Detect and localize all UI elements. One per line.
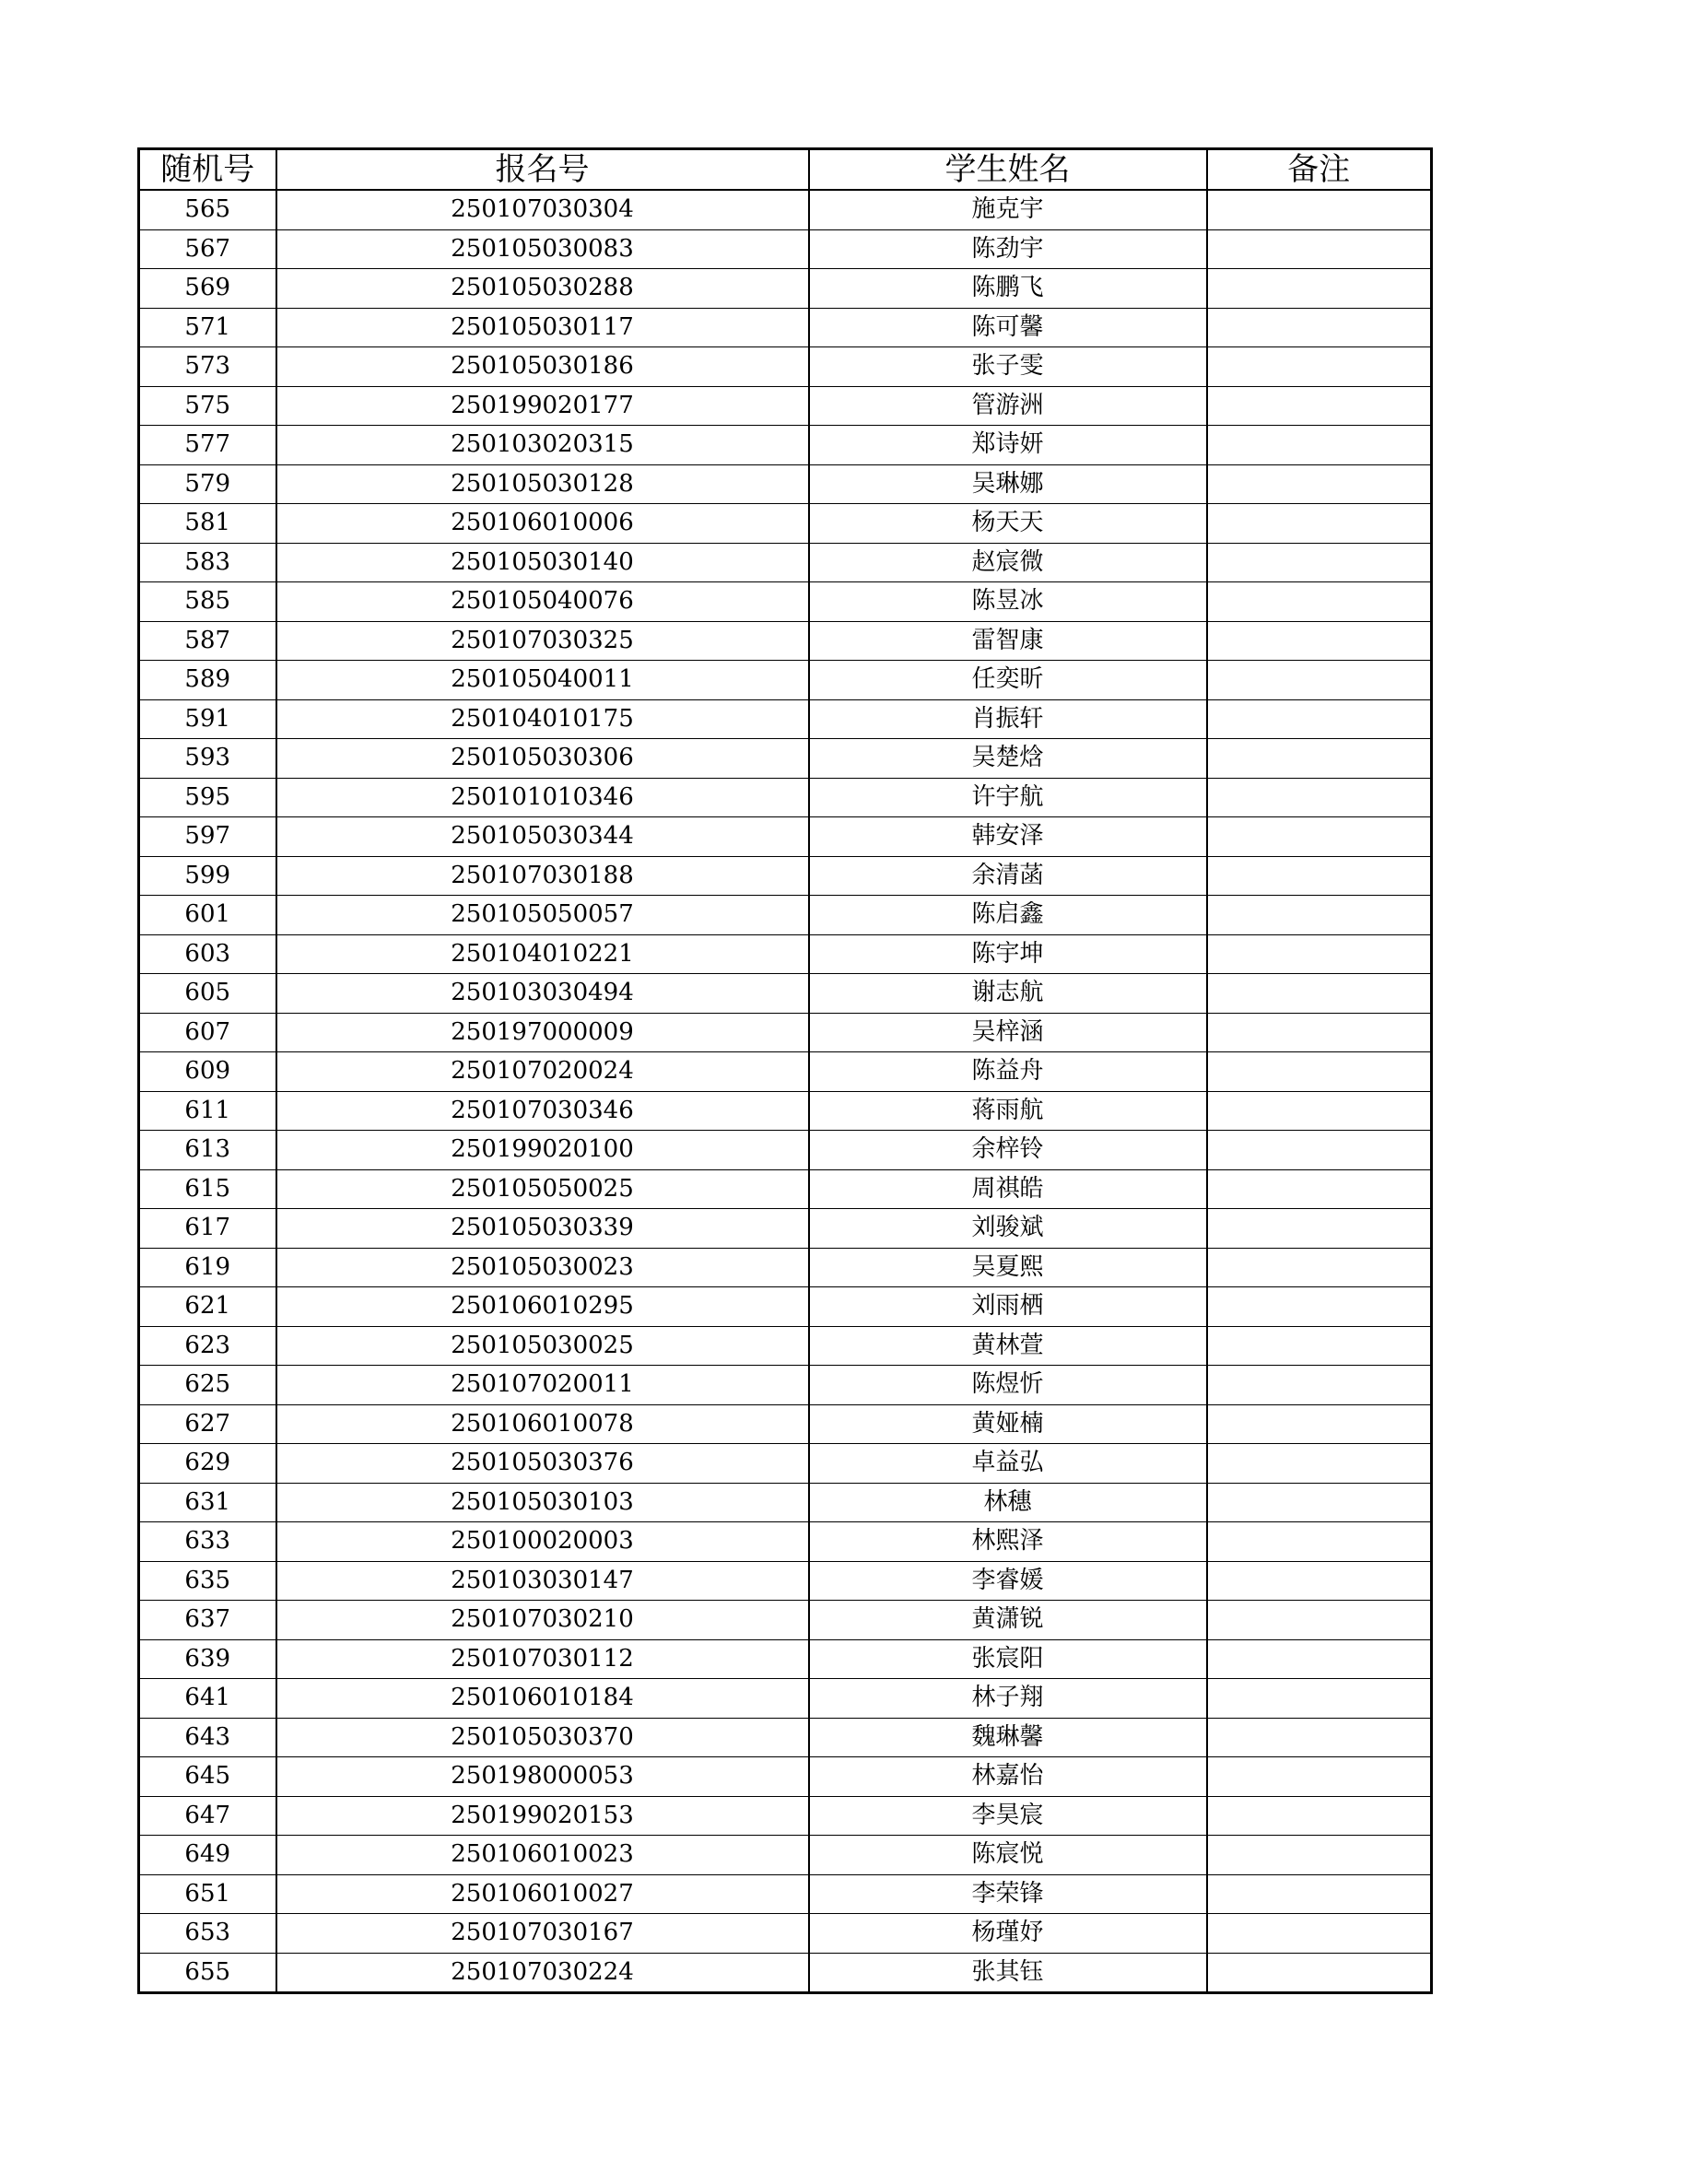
student-name-cell: 陈宸悦: [809, 1836, 1207, 1875]
remarks-cell: [1207, 934, 1432, 974]
student-name-cell: 黄潇锐: [809, 1601, 1207, 1640]
student-name-cell: 周祺皓: [809, 1169, 1207, 1209]
random-number-cell: 613: [139, 1131, 276, 1170]
student-name-cell: 魏琳馨: [809, 1718, 1207, 1757]
remarks-cell: [1207, 1914, 1432, 1954]
random-number-cell: 619: [139, 1248, 276, 1287]
student-name-cell: 刘骏斌: [809, 1209, 1207, 1249]
random-number-cell: 591: [139, 699, 276, 739]
table-row: [139, 661, 1432, 700]
header-remarks: 备注: [1207, 149, 1432, 191]
random-number-cell: 653: [139, 1914, 276, 1954]
table-row: [139, 1444, 1432, 1484]
table-row: [139, 308, 1432, 347]
random-number-cell: 565: [139, 190, 276, 229]
table-row: [139, 1639, 1432, 1679]
random-number-cell: 655: [139, 1953, 276, 1993]
remarks-cell: [1207, 1874, 1432, 1914]
student-name-cell: 雷智康: [809, 621, 1207, 661]
random-number-cell: 617: [139, 1209, 276, 1249]
registration-number-cell: 250103020315: [276, 426, 809, 465]
registration-number-cell: 250106010295: [276, 1287, 809, 1327]
table-row: [139, 269, 1432, 309]
student-name-cell: 许宇航: [809, 778, 1207, 817]
remarks-cell: [1207, 190, 1432, 229]
registration-number-cell: 250103030494: [276, 974, 809, 1014]
student-name-cell: 林熙泽: [809, 1522, 1207, 1562]
remarks-cell: [1207, 1326, 1432, 1366]
student-name-cell: 张其钰: [809, 1953, 1207, 1993]
table-row: [139, 1953, 1432, 1993]
table-row: [139, 504, 1432, 544]
table-row: [139, 464, 1432, 504]
remarks-cell: [1207, 778, 1432, 817]
remarks-cell: [1207, 739, 1432, 779]
random-number-cell: 621: [139, 1287, 276, 1327]
random-number-cell: 575: [139, 386, 276, 426]
random-number-cell: 567: [139, 229, 276, 269]
random-number-cell: 589: [139, 661, 276, 700]
table-row: [139, 1914, 1432, 1954]
registration-number-cell: 250105030025: [276, 1326, 809, 1366]
remarks-cell: [1207, 1639, 1432, 1679]
header-student-name: 学生姓名: [809, 149, 1207, 191]
student-name-cell: 吴梓涵: [809, 1013, 1207, 1052]
student-name-cell: 吴夏熙: [809, 1248, 1207, 1287]
remarks-cell: [1207, 1561, 1432, 1601]
table-row: [139, 1522, 1432, 1562]
random-number-cell: 585: [139, 582, 276, 622]
student-name-cell: 韩安泽: [809, 817, 1207, 857]
random-number-cell: 581: [139, 504, 276, 544]
registration-number-cell: 250105030344: [276, 817, 809, 857]
random-number-cell: 571: [139, 308, 276, 347]
random-number-cell: 649: [139, 1836, 276, 1875]
random-number-cell: 595: [139, 778, 276, 817]
random-number-cell: 597: [139, 817, 276, 857]
registration-number-cell: 250107030112: [276, 1639, 809, 1679]
student-name-cell: 林子翔: [809, 1679, 1207, 1719]
remarks-cell: [1207, 504, 1432, 544]
student-name-cell: 张子雯: [809, 347, 1207, 387]
table-row: [139, 1796, 1432, 1836]
student-list-sheet: [137, 147, 1433, 1994]
remarks-cell: [1207, 1131, 1432, 1170]
student-name-cell: 黄娅楠: [809, 1404, 1207, 1444]
registration-number-cell: 250107020011: [276, 1366, 809, 1405]
remarks-cell: [1207, 1444, 1432, 1484]
random-number-cell: 603: [139, 934, 276, 974]
table-row: [139, 426, 1432, 465]
table-row: [139, 621, 1432, 661]
remarks-cell: [1207, 974, 1432, 1014]
student-name-cell: 李睿媛: [809, 1561, 1207, 1601]
remarks-cell: [1207, 1601, 1432, 1640]
random-number-cell: 639: [139, 1639, 276, 1679]
remarks-cell: [1207, 1757, 1432, 1797]
registration-number-cell: 250105030083: [276, 229, 809, 269]
registration-number-cell: 250105040076: [276, 582, 809, 622]
random-number-cell: 605: [139, 974, 276, 1014]
remarks-cell: [1207, 1091, 1432, 1131]
table-row: [139, 229, 1432, 269]
table-row: [139, 190, 1432, 229]
table-row: [139, 1326, 1432, 1366]
student-name-cell: 郑诗妍: [809, 426, 1207, 465]
registration-number-cell: 250199020153: [276, 1796, 809, 1836]
remarks-cell: [1207, 269, 1432, 309]
registration-number-cell: 250100020003: [276, 1522, 809, 1562]
random-number-cell: 631: [139, 1483, 276, 1522]
registration-number-cell: 250105040011: [276, 661, 809, 700]
remarks-cell: [1207, 582, 1432, 622]
registration-number-cell: 250106010027: [276, 1874, 809, 1914]
registration-number-cell: 250105030117: [276, 308, 809, 347]
registration-number-cell: 250107030346: [276, 1091, 809, 1131]
registration-number-cell: 250105030023: [276, 1248, 809, 1287]
remarks-cell: [1207, 1052, 1432, 1092]
table-row: [139, 386, 1432, 426]
registration-number-cell: 250107030167: [276, 1914, 809, 1954]
random-number-cell: 641: [139, 1679, 276, 1719]
table-header-row: [139, 149, 1432, 191]
remarks-cell: [1207, 543, 1432, 582]
registration-number-cell: 250106010006: [276, 504, 809, 544]
remarks-cell: [1207, 1209, 1432, 1249]
registration-number-cell: 250106010078: [276, 1404, 809, 1444]
remarks-cell: [1207, 1013, 1432, 1052]
student-name-cell: 陈劲宇: [809, 229, 1207, 269]
student-name-cell: 吴楚焓: [809, 739, 1207, 779]
registration-number-cell: 250107030325: [276, 621, 809, 661]
remarks-cell: [1207, 1718, 1432, 1757]
header-random-number: 随机号: [139, 149, 276, 191]
remarks-cell: [1207, 1836, 1432, 1875]
table-row: [139, 934, 1432, 974]
table-row: [139, 582, 1432, 622]
student-name-cell: 李昊宸: [809, 1796, 1207, 1836]
table-row: [139, 543, 1432, 582]
remarks-cell: [1207, 1522, 1432, 1562]
table-body: [139, 190, 1432, 1993]
table-row: [139, 1404, 1432, 1444]
registration-number-cell: 250105030376: [276, 1444, 809, 1484]
registration-number-cell: 250199020100: [276, 1131, 809, 1170]
student-name-cell: 陈昱冰: [809, 582, 1207, 622]
random-number-cell: 601: [139, 896, 276, 935]
random-number-cell: 587: [139, 621, 276, 661]
registration-number-cell: 250103030147: [276, 1561, 809, 1601]
student-name-cell: 陈宇坤: [809, 934, 1207, 974]
registration-number-cell: 250105030339: [276, 1209, 809, 1249]
student-name-cell: 谢志航: [809, 974, 1207, 1014]
registration-number-cell: 250105050025: [276, 1169, 809, 1209]
header-registration-number: 报名号: [276, 149, 809, 191]
registration-number-cell: 250101010346: [276, 778, 809, 817]
registration-number-cell: 250105030103: [276, 1483, 809, 1522]
remarks-cell: [1207, 699, 1432, 739]
remarks-cell: [1207, 1679, 1432, 1719]
table-row: [139, 1757, 1432, 1797]
student-name-cell: 李荣锋: [809, 1874, 1207, 1914]
table-row: [139, 1209, 1432, 1249]
remarks-cell: [1207, 1248, 1432, 1287]
student-name-cell: 吴琳娜: [809, 464, 1207, 504]
table-row: [139, 817, 1432, 857]
registration-number-cell: 250107020024: [276, 1052, 809, 1092]
remarks-cell: [1207, 1366, 1432, 1405]
random-number-cell: 611: [139, 1091, 276, 1131]
registration-number-cell: 250107030188: [276, 856, 809, 896]
remarks-cell: [1207, 386, 1432, 426]
remarks-cell: [1207, 464, 1432, 504]
table-row: [139, 1052, 1432, 1092]
student-name-cell: 余清菡: [809, 856, 1207, 896]
table-row: [139, 347, 1432, 387]
table-row: [139, 1287, 1432, 1327]
table-row: [139, 1169, 1432, 1209]
student-name-cell: 陈启鑫: [809, 896, 1207, 935]
table-row: [139, 1248, 1432, 1287]
registration-number-cell: 250105030306: [276, 739, 809, 779]
table-row: [139, 1601, 1432, 1640]
random-number-cell: 577: [139, 426, 276, 465]
remarks-cell: [1207, 426, 1432, 465]
remarks-cell: [1207, 1169, 1432, 1209]
registration-number-cell: 250199020177: [276, 386, 809, 426]
student-name-cell: 杨天天: [809, 504, 1207, 544]
remarks-cell: [1207, 229, 1432, 269]
student-name-cell: 余梓铃: [809, 1131, 1207, 1170]
random-number-cell: 633: [139, 1522, 276, 1562]
random-number-cell: 579: [139, 464, 276, 504]
remarks-cell: [1207, 1953, 1432, 1993]
registration-number-cell: 250197000009: [276, 1013, 809, 1052]
random-number-cell: 635: [139, 1561, 276, 1601]
random-number-cell: 615: [139, 1169, 276, 1209]
remarks-cell: [1207, 1404, 1432, 1444]
registration-number-cell: 250107030224: [276, 1953, 809, 1993]
random-number-cell: 573: [139, 347, 276, 387]
registration-number-cell: 250106010023: [276, 1836, 809, 1875]
table-row: [139, 1131, 1432, 1170]
random-number-cell: 609: [139, 1052, 276, 1092]
registration-number-cell: 250105030128: [276, 464, 809, 504]
random-number-cell: 583: [139, 543, 276, 582]
registration-number-cell: 250105050057: [276, 896, 809, 935]
remarks-cell: [1207, 661, 1432, 700]
random-number-cell: 643: [139, 1718, 276, 1757]
table-row: [139, 778, 1432, 817]
student-name-cell: 肖振轩: [809, 699, 1207, 739]
random-number-cell: 627: [139, 1404, 276, 1444]
table-row: [139, 1836, 1432, 1875]
table-row: [139, 739, 1432, 779]
student-name-cell: 赵宸微: [809, 543, 1207, 582]
table-row: [139, 1718, 1432, 1757]
random-number-cell: 637: [139, 1601, 276, 1640]
student-name-cell: 陈可馨: [809, 308, 1207, 347]
student-name-cell: 陈煜忻: [809, 1366, 1207, 1405]
table-row: [139, 1561, 1432, 1601]
table-row: [139, 1679, 1432, 1719]
registration-number-cell: 250104010175: [276, 699, 809, 739]
random-number-cell: 623: [139, 1326, 276, 1366]
student-name-cell: 林嘉怡: [809, 1757, 1207, 1797]
remarks-cell: [1207, 347, 1432, 387]
remarks-cell: [1207, 1483, 1432, 1522]
table-row: [139, 1483, 1432, 1522]
student-name-cell: 蒋雨航: [809, 1091, 1207, 1131]
student-name-cell: 任奕昕: [809, 661, 1207, 700]
remarks-cell: [1207, 308, 1432, 347]
remarks-cell: [1207, 817, 1432, 857]
student-name-cell: 管游洲: [809, 386, 1207, 426]
student-name-cell: 黄林萱: [809, 1326, 1207, 1366]
random-number-cell: 625: [139, 1366, 276, 1405]
table-row: [139, 1091, 1432, 1131]
registration-number-cell: 250198000053: [276, 1757, 809, 1797]
remarks-cell: [1207, 621, 1432, 661]
registration-number-cell: 250104010221: [276, 934, 809, 974]
student-name-cell: 张宸阳: [809, 1639, 1207, 1679]
registration-number-cell: 250106010184: [276, 1679, 809, 1719]
random-number-cell: 645: [139, 1757, 276, 1797]
table-row: [139, 896, 1432, 935]
random-number-cell: 599: [139, 856, 276, 896]
random-number-cell: 629: [139, 1444, 276, 1484]
table-row: [139, 856, 1432, 896]
student-name-cell: 刘雨栖: [809, 1287, 1207, 1327]
registration-number-cell: 250105030370: [276, 1718, 809, 1757]
remarks-cell: [1207, 896, 1432, 935]
random-number-cell: 593: [139, 739, 276, 779]
registration-number-cell: 250105030186: [276, 347, 809, 387]
student-name-cell: 卓益弘: [809, 1444, 1207, 1484]
registration-number-cell: 250105030140: [276, 543, 809, 582]
table-row: [139, 1874, 1432, 1914]
student-name-cell: 陈鹏飞: [809, 269, 1207, 309]
random-number-cell: 569: [139, 269, 276, 309]
remarks-cell: [1207, 1287, 1432, 1327]
table-row: [139, 974, 1432, 1014]
table-row: [139, 699, 1432, 739]
registration-number-cell: 250107030304: [276, 190, 809, 229]
random-number-cell: 647: [139, 1796, 276, 1836]
random-number-cell: 607: [139, 1013, 276, 1052]
student-name-cell: 杨瑾妤: [809, 1914, 1207, 1954]
student-name-cell: 施克宇: [809, 190, 1207, 229]
remarks-cell: [1207, 856, 1432, 896]
table-row: [139, 1366, 1432, 1405]
table-row: [139, 1013, 1432, 1052]
registration-number-cell: 250107030210: [276, 1601, 809, 1640]
student-table: [137, 147, 1433, 1994]
random-number-cell: 651: [139, 1874, 276, 1914]
registration-number-cell: 250105030288: [276, 269, 809, 309]
remarks-cell: [1207, 1796, 1432, 1836]
student-name-cell: 林穗: [809, 1483, 1207, 1522]
student-name-cell: 陈益舟: [809, 1052, 1207, 1092]
